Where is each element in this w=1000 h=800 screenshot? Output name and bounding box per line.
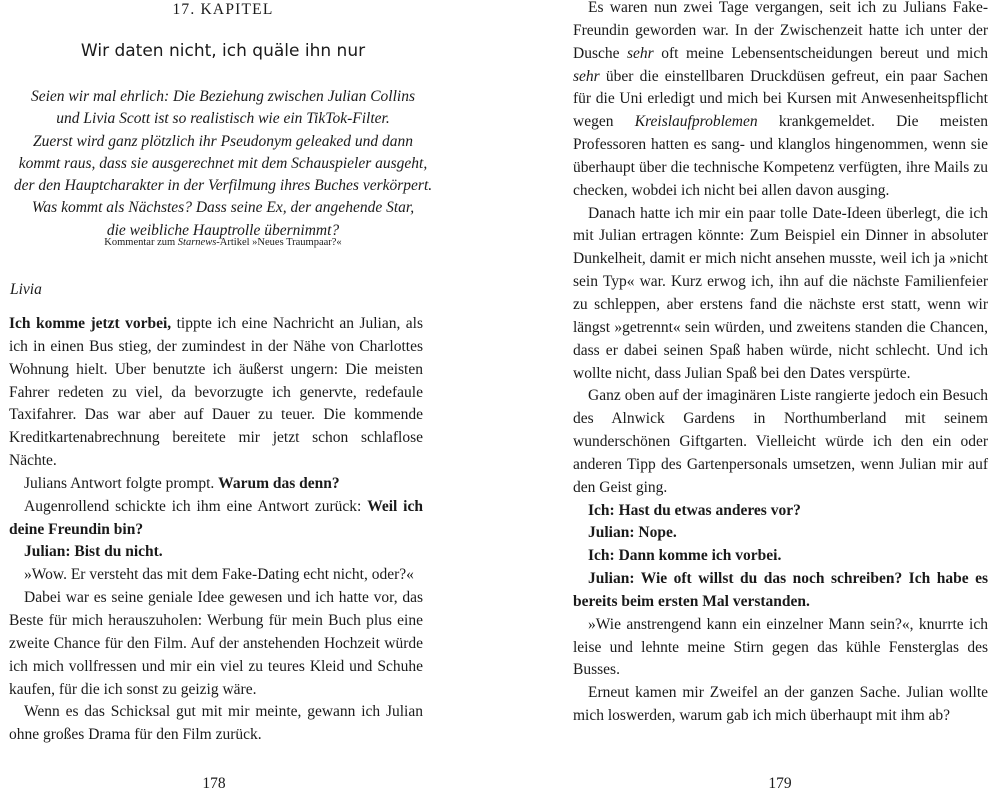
- epigraph-source: [8, 235, 438, 251]
- epigraph-line: und Livia Scott ist so realistisch wie ein TikTok-Filter.: [56, 110, 390, 128]
- epigraph-line: die weibliche Hauptrolle übernimmt?: [106, 221, 340, 239]
- chat-message: Warum das denn?: [218, 474, 340, 492]
- chat-message: Julian: Bist du nicht.: [24, 543, 163, 561]
- paragraph-text: krankgemeldet. Die meisten Professoren hatten es sang- und klanglos hingenommen, wenn sie überhaupt über die technische Kompetenz verfügten, ihre Mails zu checken, wobdei ich nicht bei allen davon ausging.: [573, 113, 988, 199]
- emphasis: Kreislaufproblemen: [634, 113, 758, 131]
- pov-label: Livia: [10, 281, 42, 298]
- page-number: 179: [768, 775, 792, 792]
- paragraph: Erneut kamen mir Zweifel an der ganzen Sache. Julian wollte mich loswerden, warum gab ich mich überhaupt mit ihm ab?: [573, 684, 988, 725]
- chapter-heading: 17. KAPITEL: [172, 1, 274, 18]
- source-publication: Starnews: [177, 237, 217, 248]
- paragraph: [573, 522, 988, 545]
- chat-message: Weil ich deine Freundin bin?: [9, 497, 423, 538]
- paragraph-text: Augenrollend schickte ich ihm eine Antwort zurück:: [24, 497, 368, 515]
- paragraph: [573, 500, 988, 523]
- epigraph-line: der den Hauptcharakter in der Verfilmung ihres Buches verkörpert.: [13, 177, 433, 195]
- chat-message: Julian: Nope.: [588, 524, 677, 542]
- chat-message: Julian: Wie oft willst du das noch schreiben? Ich habe es bereits beim ersten Mal verstanden.: [573, 570, 988, 610]
- paragraph: »Wie anstrengend kann ein einzelner Mann sein?«, knurrte ich leise und lehnte meine Stirn gegen das kühle Fensterglas des Busses.: [573, 615, 988, 679]
- source-suffix: -Artikel »Neues Traumpaar?«: [216, 237, 342, 248]
- chat-message: Ich komme jetzt vorbei,: [9, 315, 172, 332]
- emphasis: sehr: [573, 67, 600, 85]
- paragraph-text: oft meine Lebensentscheidungen bereut und mich: [653, 44, 988, 62]
- epigraph: [8, 86, 438, 242]
- epigraph-line: Seien wir mal ehrlich: Die Beziehung zwischen Julian Collins: [30, 88, 415, 105]
- right-body-text: [573, 0, 988, 728]
- paragraph: Wenn es das Schicksal gut mit mir meinte, gewann ich Julian ohne großes Drama für den Film zurück.: [9, 703, 423, 744]
- paragraph: [9, 313, 423, 473]
- chapter-title: Wir daten nicht, ich quäle ihn nur: [80, 41, 366, 61]
- paragraph: [9, 496, 423, 542]
- epigraph-line: kommt raus, dass sie ausgerechnet mit dem Schauspieler ausgeht,: [18, 154, 428, 172]
- paragraph: [573, 0, 988, 203]
- paragraph-text: Julians Antwort folgte prompt.: [24, 474, 219, 492]
- page-number: 178: [202, 775, 226, 792]
- paragraph: [573, 545, 988, 568]
- paragraph: [9, 541, 423, 564]
- epigraph-line: Was kommt als Nächstes? Dass seine Ex, der angehende Star,: [31, 199, 415, 217]
- emphasis: sehr: [627, 44, 654, 62]
- epigraph-line: Zuerst wird ganz plötzlich ihr Pseudonym geleaked und dann: [32, 132, 413, 150]
- paragraph: Dabei war es seine geniale Idee gewesen und ich hatte vor, das Beste für mich herauszuholen: Werbung für mein Buch plus eine zweite Chance für den Film. Auf der anstehenden Hochzeit würde ich mich vollfressen und mir ein viel zu teures Kleid und Schuhe kaufen, für die ich sonst zu geizig wäre.: [9, 589, 423, 698]
- paragraph: [573, 568, 988, 614]
- paragraph: »Wow. Er versteht das mit dem Fake-Dating echt nicht, oder?«: [24, 566, 414, 584]
- chat-message: Ich: Hast du etwas anderes vor?: [588, 501, 801, 519]
- paragraph-text: über die einstellbaren Druckdüsen gefreut, ein paar Sachen für die Uni erledigt und mich bei Kursen mit Anwesenheitspflicht wegen: [573, 67, 988, 131]
- source-prefix: Kommentar zum: [104, 237, 178, 248]
- left-body-text: [9, 313, 423, 747]
- paragraph-text: Es waren nun zwei Tage vergangen, seit ich zu Julians Fake-Freundin geworden war. In der Zwischenzeit hatte ich unter der Dusche: [573, 0, 988, 62]
- paragraph: [9, 473, 423, 496]
- paragraph: Ganz oben auf der imaginären Liste rangierte jedoch ein Besuch des Alnwick Gardens in Northumberland mit seinem wunderschönen Giftgarten. Vielleicht würde ich den ein oder anderen Tipp des Gartenpersonals umsetzen, wenn Julian mir auf den Geist ging.: [573, 387, 988, 496]
- paragraph-text: tippte ich eine Nachricht an Julian, als ich in einen Bus stieg, der zumindest in der Nähe von Charlottes Wohnung hielt. Uber benutzte ich äußerst ungern: Die meisten Fahrer redeten zu viel, da bevorzugte ich genervte, redefaule Taxifahrer. Das war aber auf Dauer zu teuer. Die kommende Kreditkartenabrechnung bereitete mir jetzt schon schlaflose Nächte.: [9, 315, 423, 470]
- chat-message: Ich: Dann komme ich vorbei.: [588, 547, 782, 565]
- paragraph: Danach hatte ich mir ein paar tolle Date-Ideen überlegt, die ich mit Julian ertragen könnte: Zum Beispiel ein Dinner in absoluter Dunkelheit, damit er mich nicht ansehen musste, weil ich ja »nicht sein Typ« war. Kurz erwog ich, ihn auf die nächste Familienfeier zu schleppen, aber erstens fand die nächste erst statt, wenn wir längst »getrennt« sein würden, und zweitens standen die Chancen, dass er dabei seinen Spaß haben würde, nicht schlecht. Und ich wollte nicht, dass Julian Spaß bei den Dates verspürte.: [573, 204, 988, 382]
